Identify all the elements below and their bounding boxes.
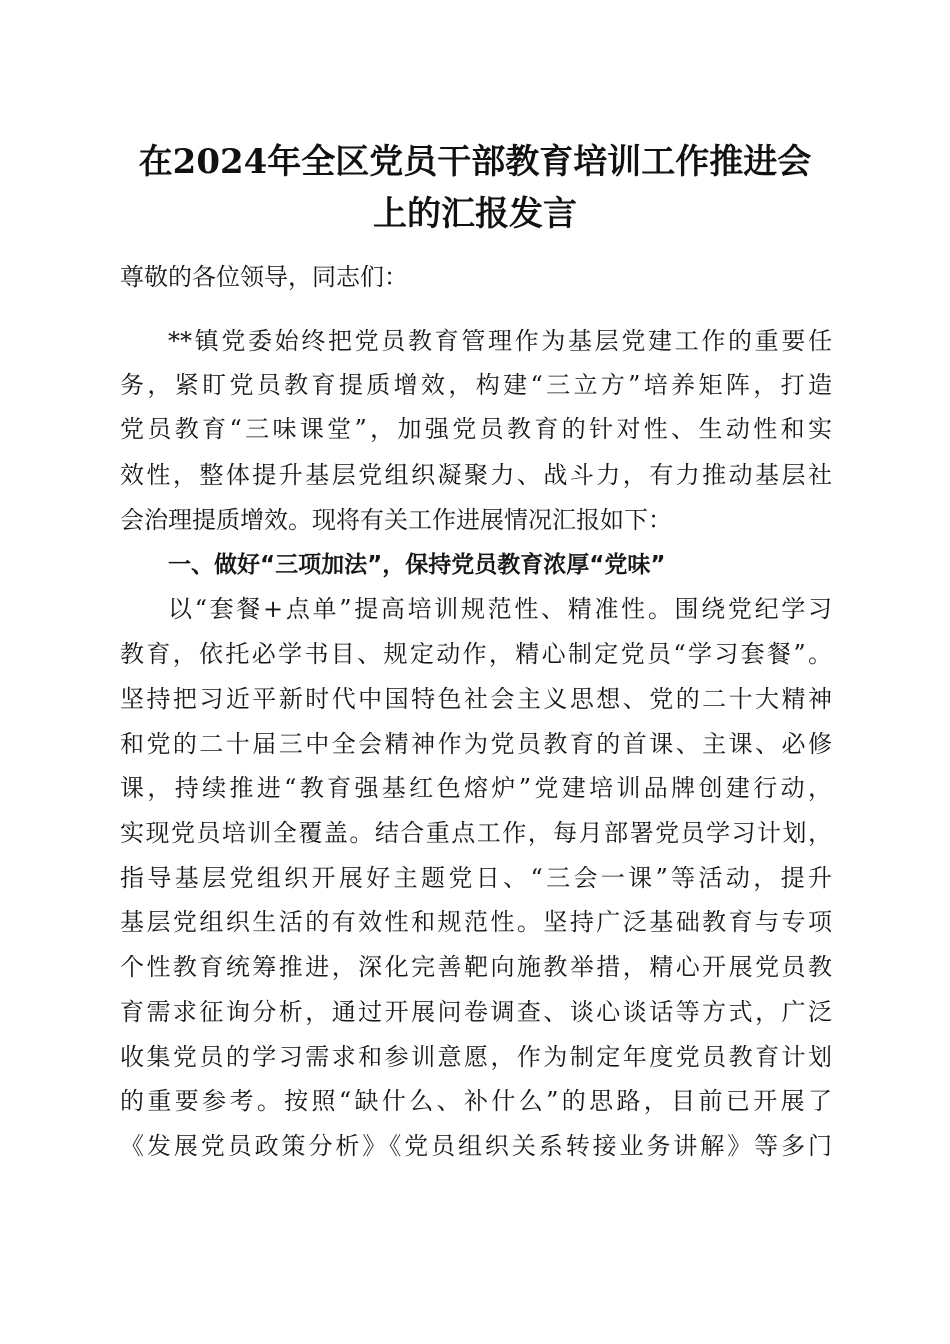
paragraph-1-line: 党员教育“三味课堂”，加强党员教育的针对性、生动性和实: [120, 415, 832, 443]
paragraph-2-line: 基层党组织生活的有效性和规范性。坚持广泛基础教育与专项: [120, 908, 832, 936]
paragraph-2-line: 教育，依托必学书目、规定动作，精心制定党员“学习套餐”。: [120, 640, 832, 668]
paragraph-2-line: 实现党员培训全覆盖。结合重点工作，每月部署党员学习计划，: [120, 819, 832, 847]
paragraph-1-line: 会治理提质增效。现将有关工作进展情况汇报如下：: [120, 506, 672, 534]
paragraph-2-line: 育需求征询分析，通过开展问卷调查、谈心谈话等方式，广泛: [120, 998, 832, 1026]
document-title-line-2: 上的汇报发言: [373, 194, 577, 234]
paragraph-2-line: 收集党员的学习需求和参训意愿，作为制定年度党员教育计划: [120, 1043, 832, 1071]
paragraph-2-line: 《发展党员政策分析》《党员组织关系转接业务讲解》等多门: [120, 1132, 832, 1160]
paragraph-2-line: 的重要参考。按照“缺什么、补什么”的思路，目前已开展了: [120, 1087, 832, 1115]
paragraph-2-line: 个性教育统筹推进，深化完善靶向施教举措，精心开展党员教: [120, 953, 832, 981]
document-title-line-1: 在2024年全区党员干部教育培训工作推进会: [138, 142, 812, 182]
paragraph-2-line: 坚持把习近平新时代中国特色社会主义思想、党的二十大精神: [120, 685, 832, 713]
paragraph-2-line: 以“套餐+点单”提高培训规范性、精准性。围绕党纪学习: [168, 595, 832, 623]
paragraph-2-line: 指导基层党组织开展好主题党日、“三会一课”等活动，提升: [120, 864, 832, 892]
paragraph-1-line: 效性，整体提升基层党组织凝聚力、战斗力，有力推动基层社: [120, 461, 832, 489]
greeting: 尊敬的各位领导，同志们：: [120, 263, 408, 291]
paragraph-2-line: 课，持续推进“教育强基红色熔炉”党建培训品牌创建行动，: [120, 774, 832, 802]
paragraph-1-line: 务，紧盯党员教育提质增效，构建“三立方”培养矩阵，打造: [120, 371, 832, 399]
paragraph-2-line: 和党的二十届三中全会精神作为党员教育的首课、主课、必修: [120, 730, 832, 758]
paragraph-1-line: **镇党委始终把党员教育管理作为基层党建工作的重要任: [168, 327, 832, 355]
section-heading-1: 一、做好“三项加法”，保持党员教育浓厚“党味”: [168, 552, 666, 578]
